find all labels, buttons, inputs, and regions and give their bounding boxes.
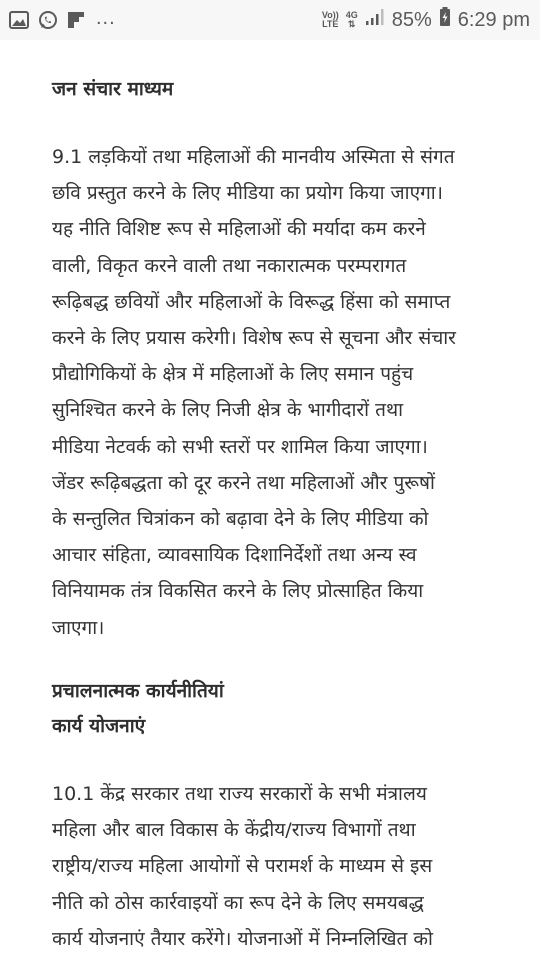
more-notifications-indicator: ... <box>96 7 116 29</box>
section-heading-action-plans: कार्य योजनाएं <box>52 715 146 737</box>
network-type-label: 4G <box>345 10 358 20</box>
section-heading-mass-media: जन संचार माध्यम <box>52 78 174 100</box>
paragraph-9-1: 9.1 लड़कियों तथा महिलाओं की मानवीय अस्मिता से संगत छवि प्रस्तुत करने के लिए मीडिया का प्रयोग किया जाएगा। यह नीति विशिष्ट रूप से महिलाओं की मर्यादा कम करने वाली, विकृत करने वाली तथा नकारात्मक परम्परागत रूढ़िबद्ध छवियों और महिलाओं के विरूद्ध हिंसा को समाप्त करने के लिए प्रयास करेगी। विशेष रूप से सूचना और संचार प्रौद्योगिकियों के क्षेत्र में महिलाओं के लिए समान पहुंच सुनिश्चित करने के लिए निजी क्षेत्र के भागीदारों तथा मीडिया नेटवर्क को सभी स्तरों पर शामिल किया जाएगा। जेंडर रूढ़िबद्धता को दूर करने तथा महिलाओं और पुरूषों के सन्तुलित चित्रांकन को बढ़ावा देने के लिए मीडिया को आचार संहिता, व्यावसायिक दिशानिर्देशों तथा अन्य स्व विनियामक तंत्र विकसित करने के लिए प्रोत्साहित किया जाएगा। <box>52 146 456 639</box>
section-heading-operational-strategies: प्रचालनात्मक कार्यनीतियां <box>52 680 224 702</box>
battery-percent: 85% <box>391 8 432 31</box>
image-icon <box>9 11 29 29</box>
clock: 6:29 pm <box>457 8 530 31</box>
flipboard-icon <box>67 11 85 29</box>
signal-icon <box>365 8 385 32</box>
status-bar <box>0 0 540 40</box>
whatsapp-icon <box>38 10 58 30</box>
data-arrows-icon: ⇅ <box>347 19 356 29</box>
battery-charging-icon <box>439 7 451 33</box>
paragraph-10-1: 10.1 केंद्र सरकार तथा राज्य सरकारों के सभी मंत्रालय महिला और बाल विकास के केंद्रीय/राज्य विभागों तथा राष्ट्रीय/राज्य महिला आयोगों से परामर्श के माध्यम से इस नीति को ठोस कार्रवाइयों का रूप देने के लिए समयबद्ध कार्य योजनाएं तैयार करेंगे। योजनाओं में निम्नलिखित को <box>52 783 433 950</box>
notification-area <box>9 9 116 31</box>
volte-indicator: Vo)) LTE <box>321 10 339 29</box>
system-status-area <box>322 8 530 32</box>
network-indicator <box>346 11 358 29</box>
